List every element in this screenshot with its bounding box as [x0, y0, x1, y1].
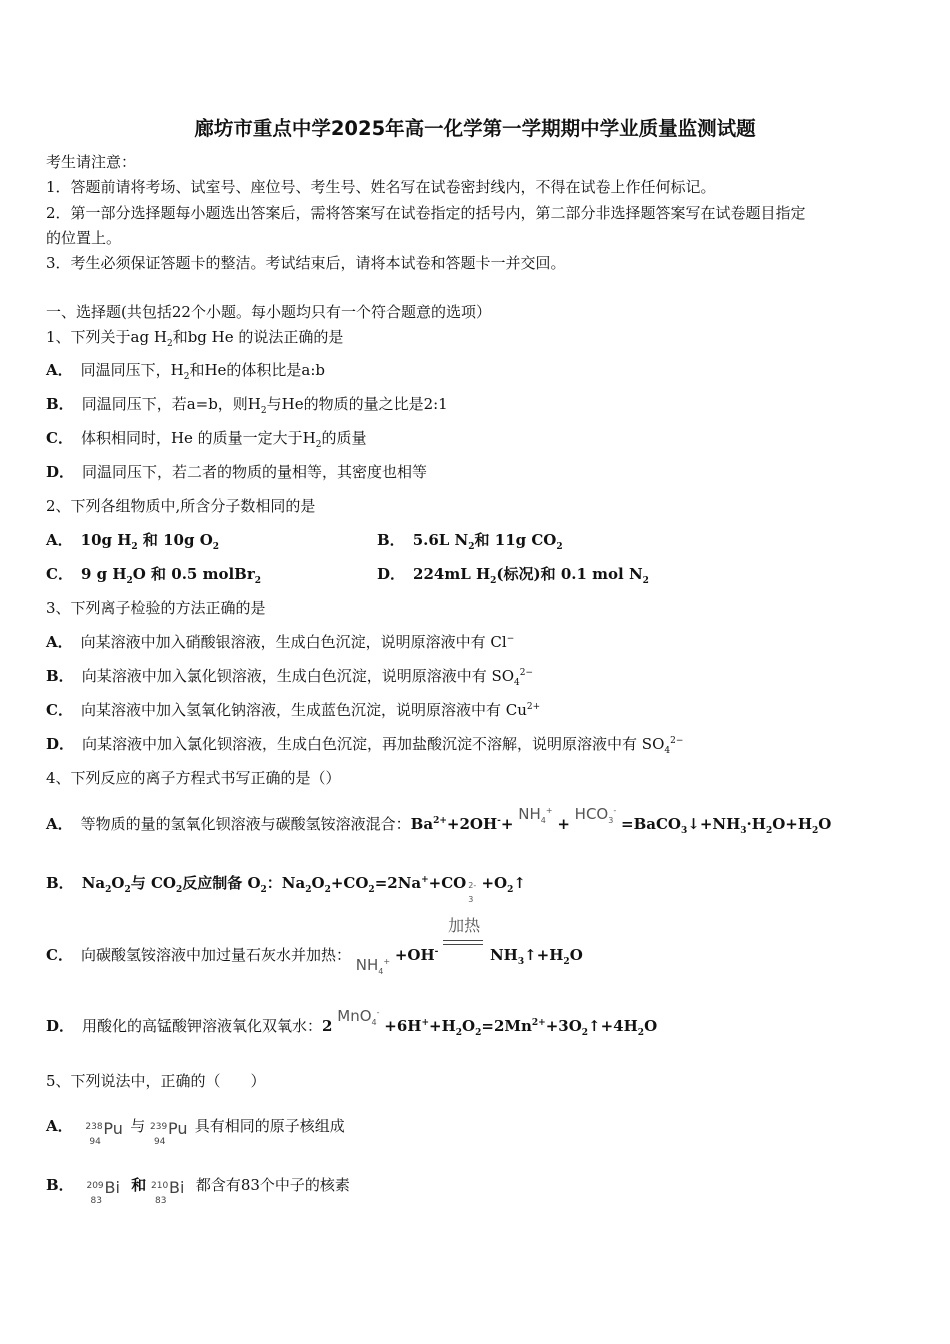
- nuclide-pu-238: 238 94 Pu: [85, 1119, 123, 1147]
- q5-option-a[interactable]: A． 238 94 Pu 与 239 94 Pu 具有相同的原子核组成: [46, 1111, 345, 1141]
- q3-option-c[interactable]: C． 向某溶液中加入氢氧化钠溶液，生成蓝色沉淀，说明原溶液中有 $Cu^{2+}$: [46, 701, 541, 719]
- notice-item-3: 3．考生必须保证答题卡的整洁。考试结束后，请将本试卷和答题卡一并交回。: [46, 254, 566, 272]
- q3-option-a[interactable]: A． 向某溶液中加入硝酸银溶液，生成白色沉淀，说明原溶液中有 Cl−: [46, 633, 515, 651]
- q1-option-a[interactable]: A． 同温同压下，$H_2$和He的体积比是a:b: [46, 361, 326, 382]
- q4-option-c[interactable]: C． 向碳酸氢铵溶液中加过量石灰水并加热： $NH_4^+ +OH^-$ 加热 $NH_3↑+H_2O$: [46, 916, 583, 976]
- q3-option-b[interactable]: B． 向某溶液中加入氯化钡溶液，生成白色沉淀，说明原溶液中有 $SO_4^{2-}$: [46, 667, 534, 688]
- page-title: 廊坊市重点中学2025年高一化学第一学期期中学业质量监测试题: [194, 117, 756, 140]
- nuclide-bi-209: 209 83 Bi: [86, 1178, 120, 1206]
- notice-heading: 考生请注意：: [46, 153, 137, 171]
- q2-option-a[interactable]: A． 10g $H_2$ 和 10g $O_2$: [46, 531, 220, 552]
- notice-item-2a: 2．第一部分选择题每小题选出答案后，需将答案写在试卷指定的括号内，第二部分非选择题答案写在试卷题目指定: [46, 204, 806, 222]
- q4-stem: 4、下列反应的离子方程式书写正确的是（）: [46, 769, 341, 787]
- q3-stem: 3、下列离子检验的方法正确的是: [46, 599, 266, 617]
- q2-option-c[interactable]: C． 9 g $H_2O$ 和 0.5 molBr$_2$: [46, 565, 262, 586]
- nuclide-pu-239: 239 94 Pu: [150, 1119, 188, 1147]
- heating-condition-arrow: 加热: [443, 946, 485, 966]
- ammonium-ion: $NH_4^+$: [518, 805, 553, 825]
- section-heading: 一、选择题(共包括22个小题。每小题均只有一个符合题意的选项）: [46, 303, 491, 321]
- ammonium-ion-c: $NH_4^+$: [355, 956, 391, 976]
- q1-stem: 1、下列关于ag $H_2$和bg He 的说法正确的是: [46, 328, 344, 349]
- q1-option-c[interactable]: C． 体积相同时，He 的质量一定大于$H_2$的质量: [46, 429, 367, 450]
- q2-option-b[interactable]: B． 5.6L $N_2$和 11g $CO_2$: [377, 531, 563, 552]
- q5-option-b[interactable]: B． 209 83 Bi 和 210 83 Bi 都含有83个中子的核素: [46, 1170, 350, 1200]
- q4-option-d[interactable]: D． 用酸化的高锰酸钾溶液氧化双氧水：2 $MnO_4^- +6H^++H_2O_2=2Mn^{2+}+3O_2↑+4H_2O$: [46, 1007, 658, 1038]
- q5-stem: 5、下列说法中，正确的（ ）: [46, 1072, 266, 1090]
- nuclide-bi-210: 210 83 Bi: [151, 1178, 185, 1206]
- permanganate-ion: MnO$_4$-: [337, 1007, 380, 1027]
- notice-item-2b: 的位置上。: [46, 229, 122, 247]
- q3-option-d[interactable]: D． 向某溶液中加入氯化钡溶液，生成白色沉淀，再加盐酸沉淀不溶解，说明原溶液中有 $SO_4^{2-}$: [46, 735, 684, 756]
- q2-stem: 2、下列各组物质中,所含分子数相同的是: [46, 497, 316, 515]
- q1-option-d[interactable]: D． 同温同压下，若二者的物质的量相等，其密度也相等: [46, 463, 428, 481]
- q1-option-b[interactable]: B． 同温同压下，若a=b，则$H_2$与He的物质的量之比是2:1: [46, 395, 448, 416]
- q4-option-b[interactable]: B． $Na_2O_2$与 $CO_2$反应制备 $O_2$：$Na_2O_2+CO_2=2Na^++CO$ 2- 3 $+O_2↑$: [46, 874, 526, 904]
- bicarbonate-ion: $HCO_3^-$: [574, 805, 617, 825]
- notice-item-1: 1．答题前请将考场、试室号、座位号、考生号、姓名写在试卷密封线内，不得在试卷上作任何标记。: [46, 178, 716, 196]
- q4-option-a[interactable]: A． 等物质的量的氢氧化钡溶液与碳酸氢铵溶液混合：$Ba^{2+}+2OH^-+ NH_4^+ + HCO_3^-$ $=BaCO_3↓+NH_3\cdot H_2O+H_2O$: [46, 805, 832, 836]
- q2-option-d[interactable]: D． 224mL $H_2$(标况)和 0.1 mol $N_2$: [377, 565, 649, 586]
